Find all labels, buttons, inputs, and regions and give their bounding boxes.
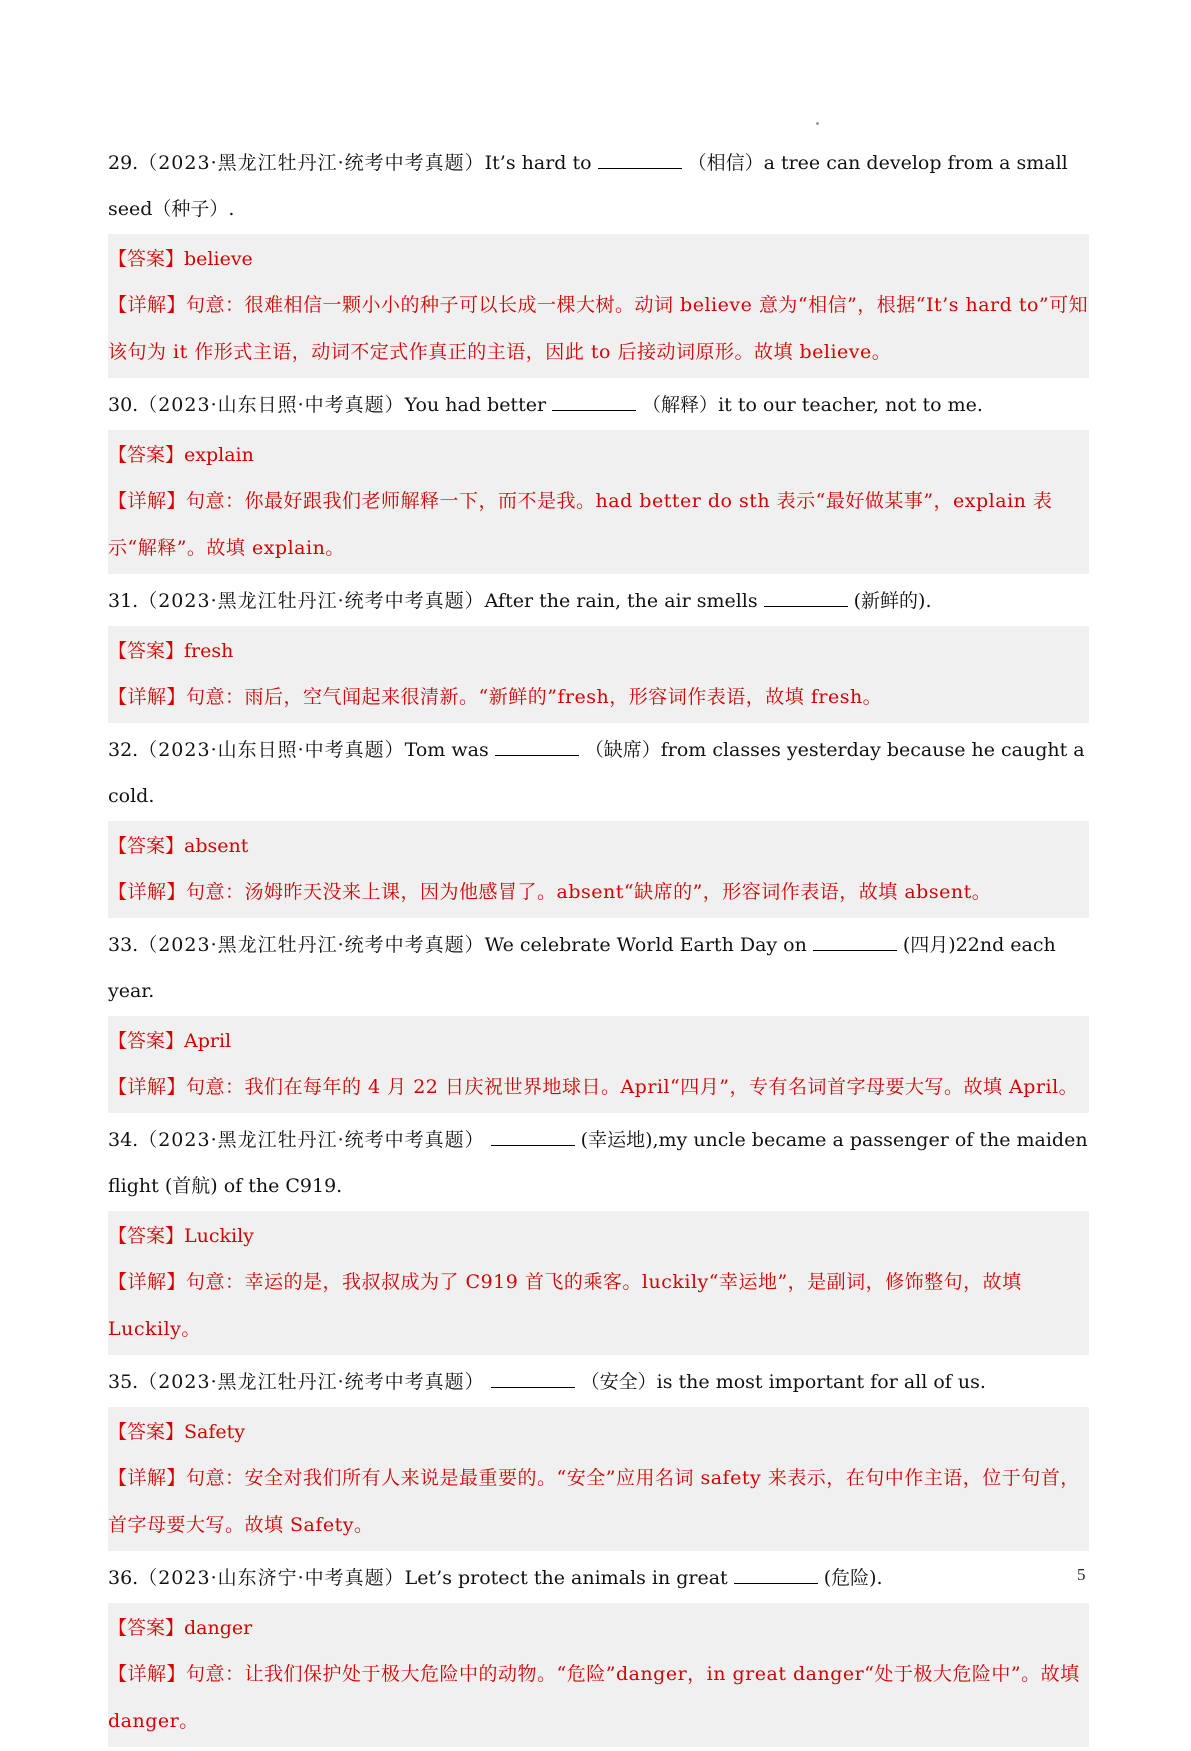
question-number: 35. bbox=[108, 1371, 139, 1393]
answer-line: 【答案】absent bbox=[108, 835, 249, 857]
answer-text: Safety bbox=[184, 1421, 246, 1443]
question-text-after: a tree can develop from a small seed（种子）. bbox=[108, 152, 1068, 220]
question-hint: (危险). bbox=[823, 1567, 883, 1589]
answer-blank bbox=[495, 737, 579, 756]
decorative-dot bbox=[816, 122, 819, 125]
question-text-after: from classes yesterday because he caught a cold. bbox=[108, 739, 1085, 807]
explanation-line: 【详解】句意：我们在每年的 4 月 22 日庆祝世界地球日。April“四月”，专有名词首字母要大写。故填 April。 bbox=[108, 1076, 1079, 1098]
answer-blank bbox=[813, 932, 897, 951]
explanation-line: 【详解】句意：你最好跟我们老师解释一下，而不是我。had better do sth 表示“最好做某事”，explain 表示“解释”。故填 explain。 bbox=[108, 490, 1053, 559]
answer-box-31 bbox=[108, 626, 1089, 723]
explanation-text: 句意：很难相信一颗小小的种子可以长成一棵大树。动词 believe 意为“相信”，根据“It’s hard to”可知该句为 it 作形式主语，动词不定式作真正的主语，因此 to 后接动词原形。故填 believe。 bbox=[108, 294, 1089, 363]
answer-box-34 bbox=[108, 1211, 1089, 1355]
question-hint: （安全） bbox=[580, 1371, 657, 1393]
question-33 bbox=[108, 922, 1089, 1014]
question-text-after: is the most important for all of us. bbox=[656, 1371, 986, 1393]
question-number: 34. bbox=[108, 1129, 139, 1151]
question-text-before: You had better bbox=[404, 394, 547, 416]
question-hint: (四月) bbox=[902, 934, 956, 956]
question-text-before: We celebrate World Earth Day on bbox=[484, 934, 807, 956]
answer-line: 【答案】April bbox=[108, 1030, 232, 1052]
answer-text: explain bbox=[184, 444, 254, 466]
explanation-text: 句意：雨后，空气闻起来很清新。“新鲜的”fresh，形容词作表语，故填 fresh。 bbox=[186, 686, 883, 708]
question-hint: (新鲜的). bbox=[853, 590, 932, 612]
answer-text: believe bbox=[184, 248, 253, 270]
question-text-before: After the rain, the air smells bbox=[484, 590, 758, 612]
question-source: （2023·山东济宁·中考真题） bbox=[138, 1567, 405, 1589]
question-34 bbox=[108, 1117, 1089, 1209]
explanation-text: 句意：我们在每年的 4 月 22 日庆祝世界地球日。April“四月”，专有名词首字母要大写。故填 April。 bbox=[186, 1076, 1079, 1098]
explanation-line: 【详解】句意：幸运的是，我叔叔成为了 C919 首飞的乘客。luckily“幸运地”，是副词，修饰整句，故填 Luckily。 bbox=[108, 1271, 1022, 1340]
explanation-line: 【详解】句意：安全对我们所有人来说是最重要的。“安全”应用名词 safety 来表示，在句中作主语，位于句首，首字母要大写。故填 Safety。 bbox=[108, 1467, 1080, 1536]
page-number: 5 bbox=[1077, 1565, 1086, 1584]
question-source: （2023·黑龙江牡丹江·统考中考真题） bbox=[138, 152, 485, 174]
question-text-before: It’s hard to bbox=[484, 152, 592, 174]
answer-blank bbox=[491, 1127, 575, 1146]
answer-box-36 bbox=[108, 1603, 1089, 1747]
question-number: 30. bbox=[108, 394, 139, 416]
question-source: （2023·山东日照·中考真题） bbox=[138, 739, 405, 761]
answer-blank bbox=[734, 1565, 818, 1584]
question-source: （2023·山东日照·中考真题） bbox=[138, 394, 405, 416]
answer-box-32 bbox=[108, 821, 1089, 918]
explanation-line: 【详解】句意：很难相信一颗小小的种子可以长成一棵大树。动词 believe 意为“相信”，根据“It’s hard to”可知该句为 it 作形式主语，动词不定式作真正的主语，因此 to 后接动词原形。故填 believe。 bbox=[108, 294, 1089, 363]
question-number: 31. bbox=[108, 590, 139, 612]
question-31 bbox=[108, 578, 1089, 624]
explanation-text: 句意：让我们保护处于极大危险中的动物。“危险”danger，in great danger“处于极大危险中”。故填 danger。 bbox=[108, 1663, 1080, 1732]
question-number: 29. bbox=[108, 152, 139, 174]
answer-blank bbox=[552, 392, 636, 411]
question-source: （2023·黑龙江牡丹江·统考中考真题） bbox=[138, 590, 485, 612]
question-30 bbox=[108, 382, 1089, 428]
question-29 bbox=[108, 140, 1089, 232]
answer-line: 【答案】danger bbox=[108, 1617, 253, 1639]
explanation-text: 句意：安全对我们所有人来说是最重要的。“安全”应用名词 safety 来表示，在句中作主语，位于句首，首字母要大写。故填 Safety。 bbox=[108, 1467, 1080, 1536]
answer-blank bbox=[491, 1369, 575, 1388]
question-36 bbox=[108, 1555, 1089, 1601]
question-text-after: it to our teacher, not to me. bbox=[718, 394, 983, 416]
answer-text: Luckily bbox=[184, 1225, 254, 1247]
answer-blank bbox=[598, 150, 682, 169]
question-list bbox=[108, 140, 1089, 1751]
answer-text: April bbox=[184, 1030, 232, 1052]
question-hint: （缺席） bbox=[584, 739, 661, 761]
answer-line: 【答案】believe bbox=[108, 248, 253, 270]
question-text-after: ,my uncle became a passenger of the maiden flight (首航) of the C919. bbox=[108, 1129, 1088, 1197]
question-text-before: Let’s protect the animals in great bbox=[404, 1567, 728, 1589]
answer-blank bbox=[764, 588, 848, 607]
answer-text: fresh bbox=[184, 640, 234, 662]
question-hint: （解释） bbox=[642, 394, 719, 416]
question-text-before: Tom was bbox=[404, 739, 489, 761]
question-35 bbox=[108, 1359, 1089, 1405]
question-hint: (幸运地) bbox=[580, 1129, 653, 1151]
explanation-line: 【详解】句意：让我们保护处于极大危险中的动物。“危险”danger，in great danger“处于极大危险中”。故填 danger。 bbox=[108, 1663, 1080, 1732]
answer-text: danger bbox=[184, 1617, 253, 1639]
answer-line: 【答案】Luckily bbox=[108, 1225, 254, 1247]
question-source: （2023·黑龙江牡丹江·统考中考真题） bbox=[138, 1371, 485, 1393]
explanation-text: 句意：你最好跟我们老师解释一下，而不是我。had better do sth 表示“最好做某事”，explain 表示“解释”。故填 explain。 bbox=[108, 490, 1053, 559]
explanation-text: 句意：汤姆昨天没来上课，因为他感冒了。absent“缺席的”，形容词作表语，故填 absent。 bbox=[186, 881, 992, 903]
question-number: 33. bbox=[108, 934, 139, 956]
explanation-line: 【详解】句意：雨后，空气闻起来很清新。“新鲜的”fresh，形容词作表语，故填 fresh。 bbox=[108, 686, 883, 708]
answer-text: absent bbox=[184, 835, 249, 857]
question-number: 36. bbox=[108, 1567, 139, 1589]
question-source: （2023·黑龙江牡丹江·统考中考真题） bbox=[138, 934, 485, 956]
answer-line: 【答案】Safety bbox=[108, 1421, 246, 1443]
question-32 bbox=[108, 727, 1089, 819]
answer-box-29 bbox=[108, 234, 1089, 378]
explanation-line: 【详解】句意：汤姆昨天没来上课，因为他感冒了。absent“缺席的”，形容词作表语，故填 absent。 bbox=[108, 881, 992, 903]
answer-box-33 bbox=[108, 1016, 1089, 1113]
question-text-after: 22nd each year. bbox=[108, 934, 1056, 1002]
question-hint: （相信） bbox=[687, 152, 764, 174]
question-number: 32. bbox=[108, 739, 139, 761]
answer-line: 【答案】explain bbox=[108, 444, 254, 466]
explanation-text: 句意：幸运的是，我叔叔成为了 C919 首飞的乘客。luckily“幸运地”，是副词，修饰整句，故填 Luckily。 bbox=[108, 1271, 1022, 1340]
answer-box-30 bbox=[108, 430, 1089, 574]
question-source: （2023·黑龙江牡丹江·统考中考真题） bbox=[138, 1129, 485, 1151]
answer-box-35 bbox=[108, 1407, 1089, 1551]
answer-line: 【答案】fresh bbox=[108, 640, 234, 662]
